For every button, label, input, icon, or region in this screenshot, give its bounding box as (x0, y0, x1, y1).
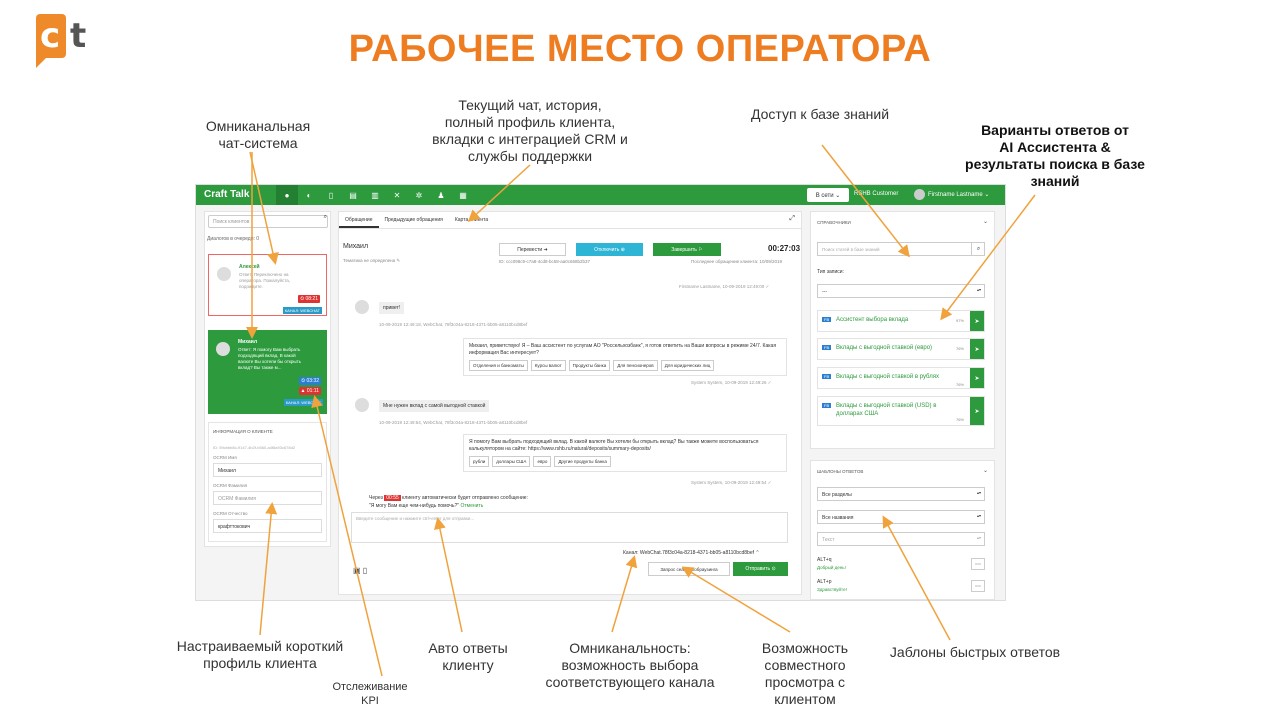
callout-profile: Настраиваемый короткий профиль клиента (176, 638, 344, 671)
channel-badge: КАНАЛ: WEBCHAT (284, 308, 320, 313)
attach-icon[interactable]: ▣ ▯ (353, 566, 368, 575)
bot-message (463, 434, 787, 472)
client-id: ID: 59cbbb8c-9147-4b2f-b560-a4f8a93c678d2 (213, 445, 296, 450)
operator-workspace-screenshot (195, 184, 1006, 601)
dialog-last-message: Ответ: Переключено на оператора. Пожалуйста, подождите. (239, 272, 290, 289)
org-name: RSHB Customer (854, 191, 899, 197)
client-info-title: ИНФОРМАЦИЯ О КЛИЕНТЕ (213, 429, 273, 434)
kb-title: СПРАВОЧНИКИ (817, 220, 851, 225)
record-type-select[interactable]: --- ▴▾ (817, 284, 985, 298)
callout-kb-access: Доступ к базе знаний (750, 106, 890, 122)
kb-result-item[interactable] (817, 367, 985, 389)
message-meta: 10-09-2019 12:49:18, WebChat, 78f3c04a-8218-4371-bb05-a8110bcd8bef (379, 322, 528, 327)
settings-nav-icon[interactable]: ✲ (415, 190, 423, 200)
kb-match-percent: 76% (955, 382, 964, 387)
kb-badge: FB (824, 374, 830, 379)
avatar (216, 342, 230, 356)
quick-replies (469, 456, 781, 467)
knowledge-base-panel (810, 211, 995, 449)
disconnect-button[interactable]: Отключить ⊕ (576, 243, 643, 256)
user-menu[interactable] (914, 189, 989, 200)
app-brand: Craft Talk (204, 189, 250, 200)
kpi-timer-badge: ▲ 01:11 (300, 388, 319, 394)
more-icon[interactable]: ⋯ (971, 558, 985, 570)
auto-reply-text: "Я могу Вам еще чем-нибудь помочь?" (369, 503, 460, 509)
chevron-down-icon[interactable]: ⌄ (982, 468, 988, 474)
tab-history[interactable]: Предыдущие обращения (384, 217, 443, 223)
kb-result-title[interactable]: Вклады с выгодной ставкой (евро) (836, 345, 933, 351)
last-name-field[interactable]: OCRM Фамилия (213, 491, 322, 505)
send-button[interactable]: Отправить ⊙ (733, 562, 788, 576)
channel-badge: КАНАЛ: WEBCHAT (285, 400, 321, 405)
first-name-field[interactable]: Михаил (213, 463, 322, 477)
templates-panel (810, 460, 995, 600)
template-name-select[interactable]: Все названия ▴▾ (817, 510, 985, 524)
template-hotkey: ALT+q (817, 557, 832, 563)
queue-count: Диалогов в очереди: 0 (207, 236, 260, 242)
chat-panel (338, 211, 802, 595)
online-status-button[interactable]: В сети ⌄ (807, 188, 849, 202)
field-label: OCRM Отчество (213, 511, 248, 516)
chat-tabs (339, 212, 801, 229)
search-icon[interactable]: ⌕ (323, 214, 327, 220)
quick-replies (469, 360, 781, 371)
top-bar (196, 185, 1006, 205)
logo-letter-c: c (40, 16, 61, 56)
quick-reply-button[interactable]: евро (533, 456, 551, 467)
chat-client-name: Михаил (343, 243, 369, 250)
table-nav-icon[interactable]: ▦ (459, 190, 467, 200)
callout-ai-variants: Варианты ответов от AI Ассистента & результаты поиска в базе знаний (965, 122, 1145, 189)
message-meta: System System, 10-09-2019 12:49:26 ✓ (691, 380, 772, 385)
kb-match-percent: 76% (955, 346, 964, 351)
callout-current-chat: Текущий чат, история, полный профиль клиента, вкладки с интеграцией CRM и службы поддержки (432, 97, 628, 164)
kb-result-item[interactable] (817, 338, 985, 360)
send-answer-icon[interactable]: ➤ (970, 397, 984, 425)
kb-result-item[interactable] (817, 396, 985, 426)
callout-kpi: Отслеживание KPI (332, 681, 408, 707)
template-text[interactable]: Здравствуйте! (817, 587, 847, 592)
send-answer-icon[interactable]: ➤ (970, 311, 984, 331)
auto-reply-prefix: Через (369, 495, 383, 501)
dialog-client-name: Михаил (238, 339, 258, 345)
template-hotkey: ALT+p (817, 579, 832, 585)
kb-result-title[interactable]: Вклады с выгодной ставкой (USD) в долларах США (836, 403, 937, 417)
template-section-select[interactable]: Все разделы ▴▾ (817, 487, 985, 501)
callout-templates: Jаблоны быстрых ответов (889, 644, 1061, 660)
chat-theme[interactable]: Тематика не определена ✎ (343, 258, 401, 263)
client-search-input[interactable]: Поиск клиентов (208, 215, 328, 228)
top-nav (276, 185, 474, 205)
auto-reply-notice (369, 494, 528, 510)
library-nav-icon[interactable]: ▥ (371, 190, 379, 200)
client-message: привет! (379, 302, 404, 314)
cobrowse-button[interactable]: Запрос сеанса кобраузинга (648, 562, 730, 576)
dialog-client-name: Алексей (239, 264, 260, 270)
quick-reply-button[interactable]: рубли (469, 456, 489, 467)
send-answer-icon[interactable]: ➤ (970, 368, 984, 388)
kb-badge: FB (824, 345, 830, 350)
chevron-down-icon[interactable]: ⌄ (982, 219, 988, 225)
avatar (355, 398, 369, 412)
avatar (217, 267, 231, 281)
search-icon[interactable]: ⌕ (971, 242, 985, 256)
quick-reply-button[interactable]: Продукты банка (569, 360, 611, 371)
kb-result-item[interactable] (817, 310, 985, 332)
callout-cobrowse: Возможность совместного просмотра с клиентом (761, 640, 849, 707)
message-meta: Firstname Lastname, 10-09-2019 12:49:00 ✓ (679, 284, 770, 289)
client-info-block (208, 422, 327, 542)
user-nav-icon[interactable]: ♟ (437, 190, 445, 200)
template-search-input[interactable]: Текст ▴▾ (817, 532, 985, 546)
kb-badge: FB (824, 403, 830, 408)
quick-reply-button[interactable]: Отделения и банкоматы (469, 360, 528, 371)
callout-channel-select: Омниканальность: возможность выбора соответствующего канала (545, 640, 715, 690)
dialog-timer: 00:27:03 (768, 244, 801, 253)
client-list-panel (204, 211, 331, 547)
copy-nav-icon[interactable]: ▯ (328, 190, 334, 200)
history-nav-icon[interactable]: ◐ (306, 190, 312, 200)
template-item[interactable] (817, 577, 985, 597)
field-label: OCRM Фамилия (213, 483, 248, 488)
last-contact: Последнее обращение клиента: 10/09/2019 (691, 259, 783, 264)
avatar (355, 300, 369, 314)
bot-message-text: Я помогу Вам выбрать подходящий вклад. В какой валюте Вы хотели бы открыть вклад? Вы также можете воспользоваться калькулятором на сайте: https://www.rshb.ru/natural/deposits/summary-deposits/ (469, 439, 759, 452)
channel-selector[interactable]: Канал: WebChat.78f3c04a-8218-4371-bb05-a8110bcd8bef ⌃ (623, 550, 760, 556)
dialog-last-message: Ответ: Я помогу Вам выбрать подходящий вклад. В какой валюте Вы хотели бы открыть вклад? Вы также м... (238, 347, 301, 370)
callout-auto: Авто ответы клиенту (428, 640, 508, 673)
templates-title: ШАБЛОНЫ ОТВЕТОВ (817, 469, 864, 474)
slide-title: РАБОЧЕЕ МЕСТО ОПЕРАТОРА (348, 28, 932, 70)
expand-icon[interactable]: ⤢ (789, 215, 795, 222)
bot-message-text: Михаил, приветствую! Я – Ваш ассистент по услугам АО "Россельхозбанк", я готов ответить на Ваши вопросы в режиме 24/7. Какая информация Вас интересует? (469, 343, 777, 356)
kb-match-percent: 76% (955, 417, 964, 422)
kb-search-input[interactable]: Поиск статей в базе знаний (817, 242, 985, 256)
quick-reply-button[interactable]: Для пенсионеров (613, 360, 657, 371)
finish-button[interactable]: Завершить ⚐ (653, 243, 721, 256)
logo-letter-t: t (70, 16, 87, 56)
quick-reply-button[interactable]: Для юридических лиц (661, 360, 715, 371)
template-item[interactable] (817, 555, 985, 575)
tab-client-card[interactable]: Карта клиента (454, 217, 489, 223)
auto-reply-cancel-link[interactable]: Отменить (460, 503, 484, 509)
kb-result-title[interactable]: Ассистент выбора вклада (836, 317, 909, 323)
auto-reply-timer: 00:55 (386, 495, 399, 501)
more-icon[interactable]: ⋯ (971, 580, 985, 592)
callout-omnichannel: Омниканальная чат-система (205, 118, 311, 151)
kb-badge: FB (824, 317, 830, 322)
kb-result-title[interactable]: Вклады с выгодной ставкой в рублях (836, 374, 939, 380)
client-message: Мне нужен вклад с самой выгодной ставкой (379, 400, 489, 412)
user-name: Firstname Lastname ⌄ (928, 192, 990, 198)
quick-reply-button[interactable]: Курсы валют (531, 360, 566, 371)
tools-nav-icon[interactable]: ✕ (393, 190, 401, 200)
kb-match-percent: 97% (955, 318, 964, 323)
kpi-timer-badge: ⏲ 03:32 (301, 378, 319, 384)
dialog-card-alexey[interactable] (208, 254, 327, 316)
quick-reply-button[interactable]: доллары США (492, 456, 530, 467)
send-answer-icon[interactable]: ➤ (970, 339, 984, 359)
avatar (914, 189, 925, 200)
record-type-label: Тип записи: (817, 269, 844, 275)
field-label: OCRM Имя (213, 455, 237, 460)
message-meta: System System, 10-09-2019 12:49:54 ✓ (691, 480, 772, 485)
bot-message (463, 338, 787, 376)
quick-reply-button[interactable]: Другие продукты банка (554, 456, 610, 467)
doc-nav-icon[interactable]: ▤ (349, 190, 357, 200)
tab-dialog[interactable]: Обращение (339, 212, 379, 228)
kpi-timer-badge: ⏲ 08:21 (300, 296, 318, 302)
transfer-button[interactable]: Перевести ➜ (499, 243, 566, 256)
chat-nav-icon[interactable]: ● (276, 185, 298, 205)
dialog-card-mikhail[interactable] (208, 330, 327, 414)
patronymic-field[interactable]: крафттокович (213, 519, 322, 533)
auto-reply-suffix: клиенту автоматически будет отправлено сообщение: (402, 495, 528, 501)
message-meta: 10-09-2019 12:49:54, WebChat, 78f3c04a-8218-4371-bb05-a8110bcd8bef (379, 420, 528, 425)
template-text[interactable]: Добрый день! (817, 565, 846, 570)
session-id: ID: ccc098c9-c7a8-4cd8-bc58-aa0c668b2b37 (499, 259, 591, 264)
message-composer[interactable]: Введите сообщение и нажмите ctrl+enter для отправки... (351, 512, 788, 543)
